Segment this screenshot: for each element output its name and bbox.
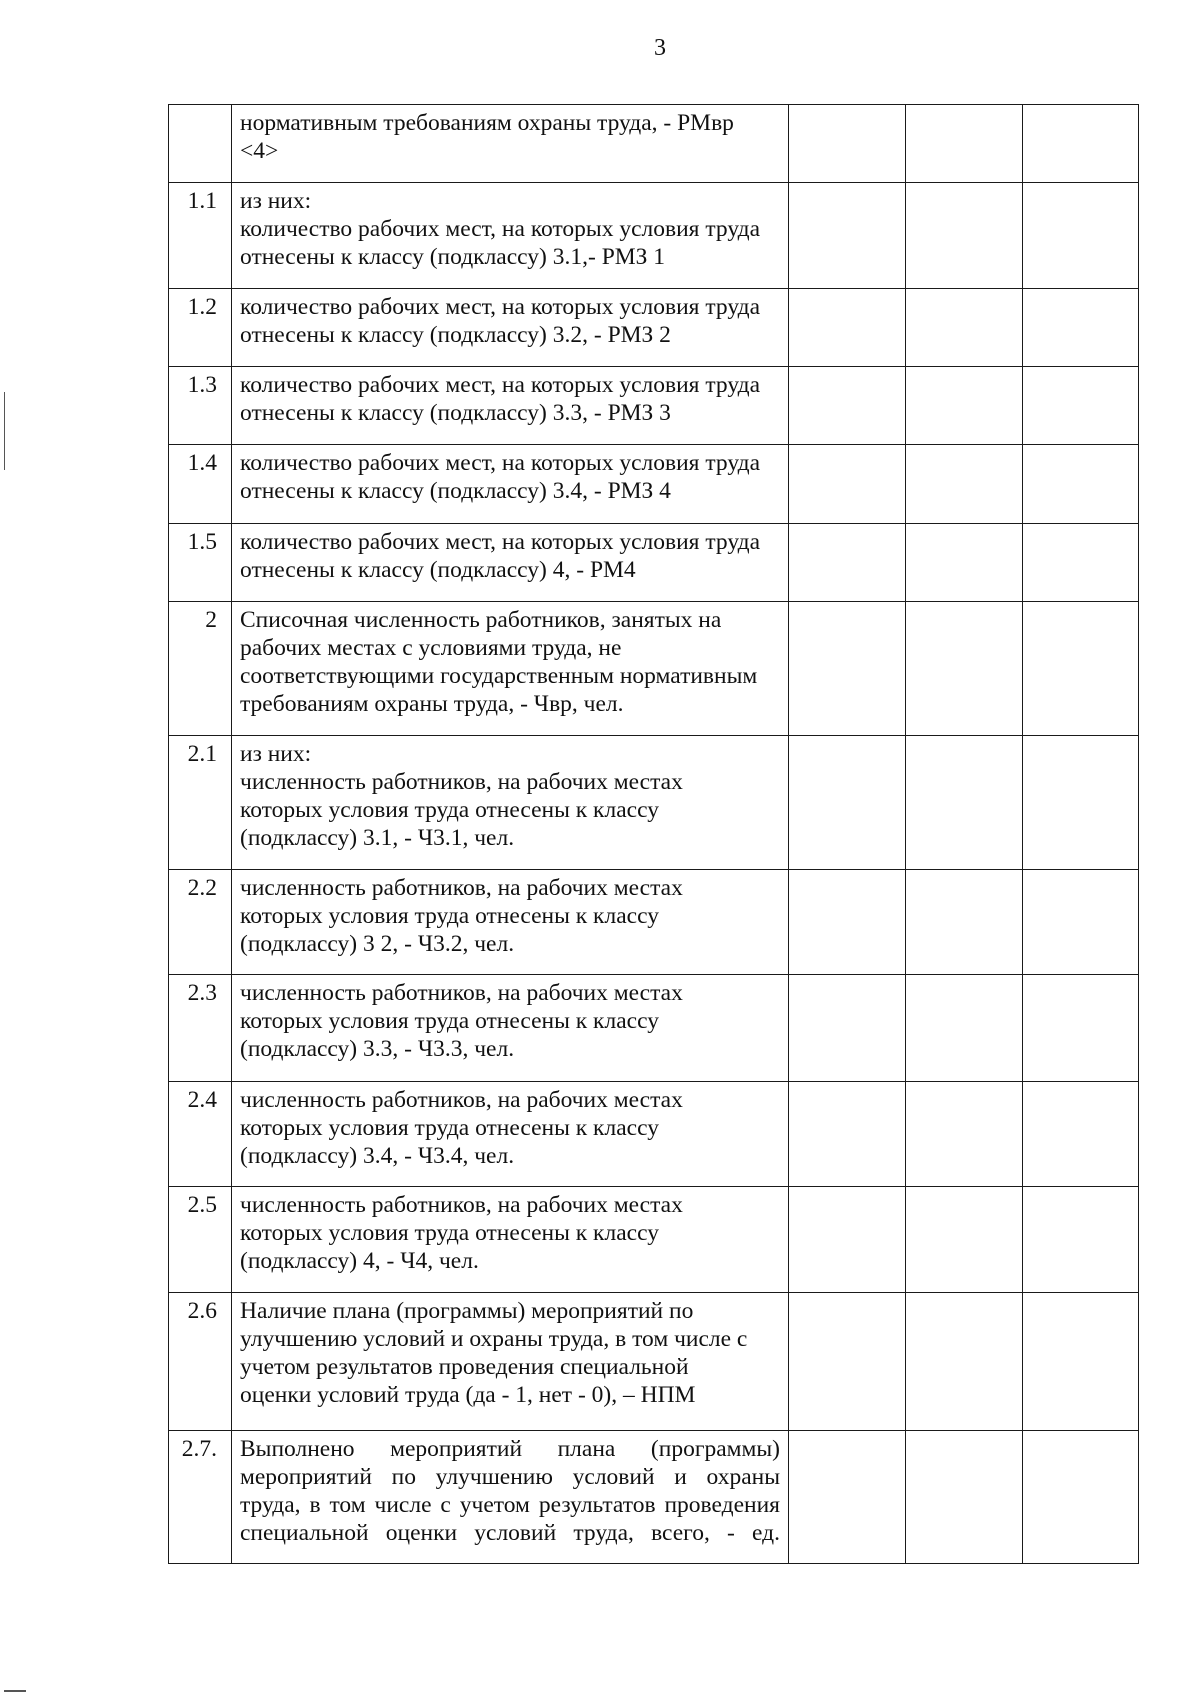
- indicator-description: [232, 1082, 789, 1187]
- row-number: 1.3: [169, 367, 232, 445]
- row-number: 2.1: [169, 736, 232, 870]
- description-line: количество рабочих мест, на которых условия труда: [240, 216, 761, 242]
- indicator-description: [232, 975, 789, 1082]
- description-line: (подклассу) 4, - Ч4, чел.: [240, 1248, 479, 1274]
- row-number: 1.4: [169, 445, 232, 524]
- description-line: численность работников, на рабочих местах: [240, 980, 683, 1006]
- indicator-description: [232, 1187, 789, 1293]
- table-row: [169, 524, 1139, 602]
- value-cell: [1023, 602, 1139, 736]
- value-cell: [789, 870, 906, 975]
- value-cell: [789, 1187, 906, 1293]
- description-line: улучшению условий и охраны труда, в том числе с: [240, 1326, 748, 1352]
- value-cell: [1023, 1082, 1139, 1187]
- value-cell: [906, 1187, 1023, 1293]
- value-cell: [1023, 183, 1139, 289]
- table-row: [169, 870, 1139, 975]
- row-number: 1.5: [169, 524, 232, 602]
- description-line: численность работников, на рабочих местах: [240, 1192, 683, 1218]
- description-line: количество рабочих мест, на которых условия труда: [240, 529, 761, 555]
- value-cell: [906, 736, 1023, 870]
- description-line: Выполнено мероприятий плана (программы): [240, 1436, 780, 1462]
- value-cell: [1023, 736, 1139, 870]
- table-row: [169, 445, 1139, 524]
- description-line: требованиям охраны труда, - Чвр, чел.: [240, 691, 624, 717]
- row-number: 1.2: [169, 289, 232, 367]
- value-cell: [1023, 105, 1139, 183]
- value-cell: [906, 367, 1023, 445]
- table-row: [169, 975, 1139, 1082]
- value-cell: [906, 524, 1023, 602]
- description-line: соответствующими государственным нормативным: [240, 663, 758, 689]
- value-cell: [789, 975, 906, 1082]
- table-row: [169, 289, 1139, 367]
- page-number: 3: [654, 35, 666, 61]
- indicator-description: [232, 1431, 789, 1564]
- value-cell: [906, 445, 1023, 524]
- indicator-description: [232, 445, 789, 524]
- value-cell: [906, 1293, 1023, 1431]
- value-cell: [1023, 1431, 1139, 1564]
- description-line: которых условия труда отнесены к классу: [240, 1115, 659, 1141]
- description-line: численность работников, на рабочих местах: [240, 769, 683, 795]
- value-cell: [789, 736, 906, 870]
- value-cell: [789, 602, 906, 736]
- description-line: отнесены к классу (подклассу) 3.3, - РМЗ 3: [240, 400, 671, 426]
- description-line: из них:: [240, 188, 312, 214]
- description-line: оценки условий труда (да - 1, нет - 0), – НПМ: [240, 1382, 696, 1408]
- value-cell: [906, 1431, 1023, 1564]
- indicators-table: [168, 104, 1139, 1564]
- description-line: специальной оценки условий труда, всего, - ед.: [240, 1520, 780, 1546]
- description-line: отнесены к классу (подклассу) 3.1,- РМЗ 1: [240, 244, 666, 270]
- description-line: (подклассу) 3 2, - Ч3.2, чел.: [240, 931, 515, 957]
- indicator-description: [232, 367, 789, 445]
- table-row: [169, 183, 1139, 289]
- value-cell: [789, 1431, 906, 1564]
- value-cell: [906, 105, 1023, 183]
- indicator-description: [232, 1293, 789, 1431]
- table-row: [169, 1431, 1139, 1564]
- description-line: которых условия труда отнесены к классу: [240, 903, 659, 929]
- value-cell: [789, 524, 906, 602]
- row-number: 2.3: [169, 975, 232, 1082]
- value-cell: [1023, 524, 1139, 602]
- description-line: из них:: [240, 741, 312, 767]
- value-cell: [789, 445, 906, 524]
- value-cell: [906, 602, 1023, 736]
- description-line: количество рабочих мест, на которых условия труда: [240, 372, 761, 398]
- description-line: нормативным требованиям охраны труда, - РМвр: [240, 110, 734, 136]
- description-line: Списочная численность работников, занятых на: [240, 607, 722, 633]
- indicator-description: [232, 289, 789, 367]
- scan-edge-mark-left: [4, 392, 5, 470]
- description-line: мероприятий по улучшению условий и охраны: [240, 1464, 780, 1490]
- value-cell: [789, 367, 906, 445]
- description-line: численность работников, на рабочих местах: [240, 1087, 683, 1113]
- value-cell: [1023, 445, 1139, 524]
- description-line: (подклассу) 3.1, - Ч3.1, чел.: [240, 825, 515, 851]
- value-cell: [1023, 870, 1139, 975]
- value-cell: [789, 1293, 906, 1431]
- description-line: труда, в том числе с учетом результатов проведения: [240, 1492, 780, 1518]
- row-number: 1.1: [169, 183, 232, 289]
- indicator-description: [232, 870, 789, 975]
- table-row: [169, 367, 1139, 445]
- table-row: [169, 105, 1139, 183]
- description-line: численность работников, на рабочих местах: [240, 875, 683, 901]
- value-cell: [906, 975, 1023, 1082]
- table-row: [169, 602, 1139, 736]
- value-cell: [1023, 975, 1139, 1082]
- description-line: (подклассу) 3.4, - Ч3.4, чел.: [240, 1143, 515, 1169]
- description-line: (подклассу) 3.3, - Ч3.3, чел.: [240, 1036, 515, 1062]
- scan-edge-mark-bottom: [4, 1690, 26, 1692]
- description-line: количество рабочих мест, на которых условия труда: [240, 294, 761, 320]
- row-number: 2.7.: [169, 1431, 232, 1564]
- description-line: отнесены к классу (подклассу) 3.2, - РМЗ 2: [240, 322, 671, 348]
- description-line: <4>: [240, 138, 279, 164]
- row-number: [169, 105, 232, 183]
- description-line: Наличие плана (программы) мероприятий по: [240, 1298, 694, 1324]
- indicator-description: [232, 524, 789, 602]
- description-line: которых условия труда отнесены к классу: [240, 1008, 659, 1034]
- value-cell: [1023, 289, 1139, 367]
- table-row: [169, 736, 1139, 870]
- description-line: отнесены к классу (подклассу) 4, - РМ4: [240, 557, 636, 583]
- value-cell: [906, 1082, 1023, 1187]
- value-cell: [1023, 1187, 1139, 1293]
- row-number: 2.5: [169, 1187, 232, 1293]
- value-cell: [906, 870, 1023, 975]
- value-cell: [789, 1082, 906, 1187]
- indicators-table-body: [169, 105, 1139, 1564]
- table-row: [169, 1293, 1139, 1431]
- value-cell: [789, 105, 906, 183]
- value-cell: [1023, 1293, 1139, 1431]
- indicator-description: [232, 602, 789, 736]
- value-cell: [906, 183, 1023, 289]
- indicator-description: [232, 736, 789, 870]
- value-cell: [789, 183, 906, 289]
- indicator-description: [232, 183, 789, 289]
- description-line: которых условия труда отнесены к классу: [240, 1220, 659, 1246]
- value-cell: [906, 289, 1023, 367]
- value-cell: [1023, 367, 1139, 445]
- row-number: 2.4: [169, 1082, 232, 1187]
- row-number: 2: [169, 602, 232, 736]
- row-number: 2.6: [169, 1293, 232, 1431]
- description-line: рабочих местах с условиями труда, не: [240, 635, 622, 661]
- description-line: учетом результатов проведения специальной: [240, 1354, 689, 1380]
- description-line: которых условия труда отнесены к классу: [240, 797, 659, 823]
- description-line: количество рабочих мест, на которых условия труда: [240, 450, 761, 476]
- table-row: [169, 1082, 1139, 1187]
- description-line: отнесены к классу (подклассу) 3.4, - РМЗ 4: [240, 478, 671, 504]
- indicator-description: [232, 105, 789, 183]
- value-cell: [789, 289, 906, 367]
- row-number: 2.2: [169, 870, 232, 975]
- table-row: [169, 1187, 1139, 1293]
